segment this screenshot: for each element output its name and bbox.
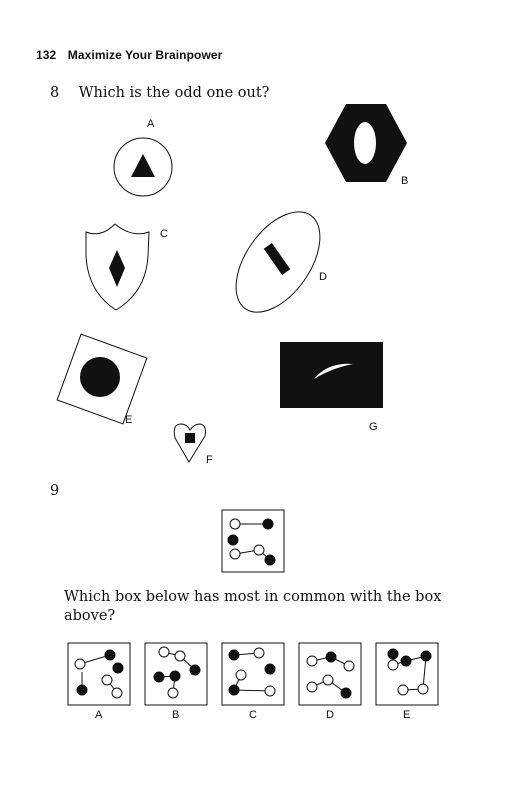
page-number: 132 — [36, 48, 57, 62]
option-b-label: B — [172, 709, 180, 721]
figure-b-label: B — [401, 175, 409, 187]
question-9-text: Which box below has most in common with the box above? — [64, 589, 442, 624]
book-title: Maximize Your Brainpower — [67, 48, 223, 62]
option-e-label: E — [403, 709, 411, 721]
figure-c-label: C — [160, 228, 168, 240]
figure-a-label: A — [147, 118, 155, 130]
option-e-box — [376, 643, 438, 705]
figure-d-label: D — [319, 271, 327, 283]
question-9-number: 9 — [50, 483, 60, 499]
option-c-box — [222, 643, 284, 705]
figure-g-label: G — [369, 421, 378, 433]
option-a-label: A — [95, 709, 103, 721]
question-8-number: 8 — [50, 85, 60, 101]
reference-box — [222, 510, 284, 572]
question-8-text: Which is the odd one out? — [78, 85, 270, 101]
option-b-box — [145, 643, 207, 705]
option-c-label: C — [249, 709, 257, 721]
option-d-label: D — [326, 709, 334, 721]
figure-f-label: F — [206, 454, 213, 466]
option-a-box — [68, 643, 130, 705]
option-d-box — [299, 643, 361, 705]
figure-e-label: E — [125, 414, 133, 426]
